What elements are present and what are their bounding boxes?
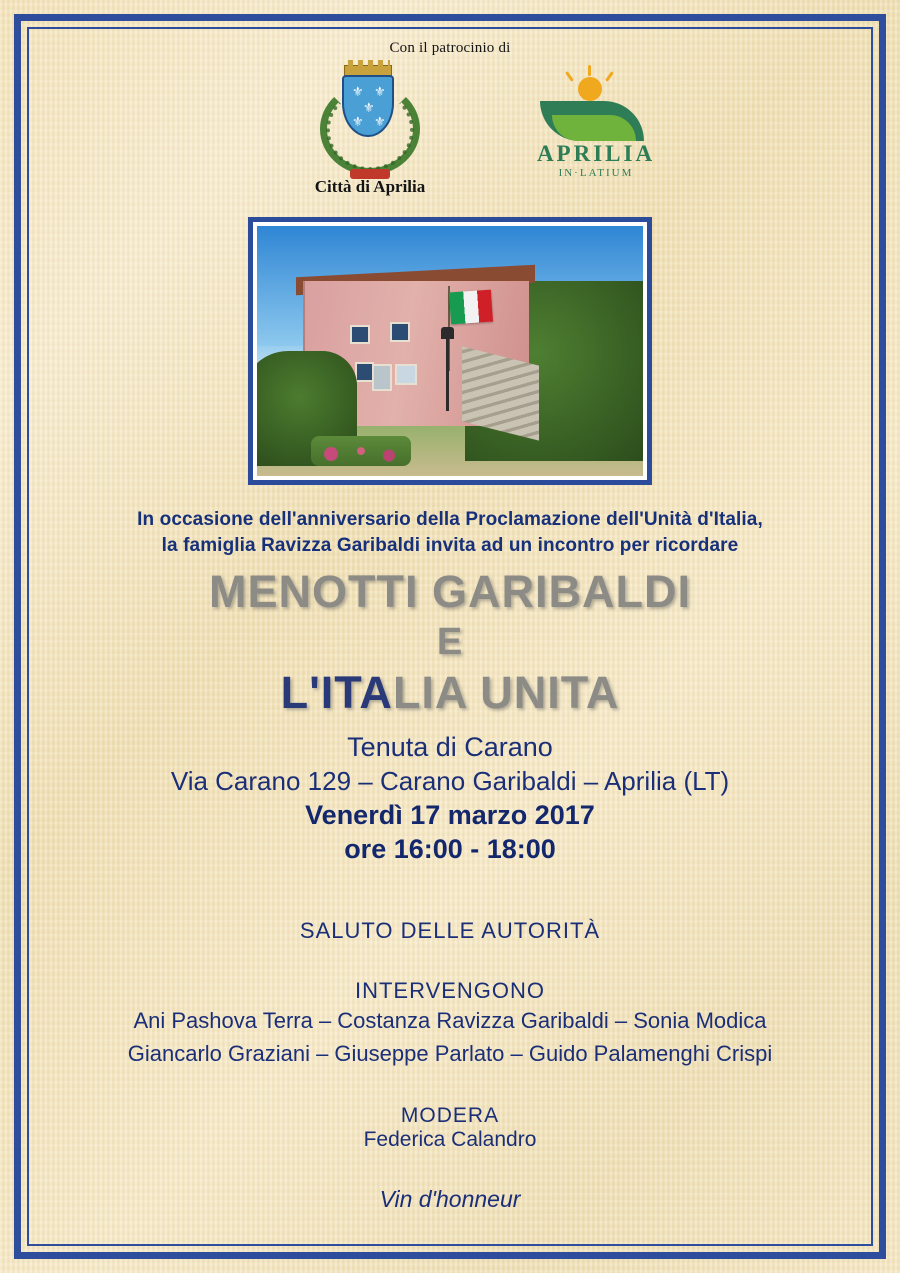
leaf-secondary-icon bbox=[552, 115, 636, 141]
sun-ray-icon bbox=[565, 71, 574, 82]
crest-shield-icon bbox=[342, 75, 394, 137]
logo-citta-di-aprilia bbox=[306, 65, 434, 195]
title-line-3-rest: LIA UNITA bbox=[392, 667, 620, 719]
title-line-1: MENOTTI GARIBALDI bbox=[209, 566, 691, 618]
moderator-name: Federica Calandro bbox=[363, 1127, 537, 1151]
photo-window bbox=[355, 362, 375, 382]
fleur-de-lis-icon: ⚜ bbox=[363, 100, 375, 115]
intro-line-1: In occasione dell'anniversario della Proclamazione dell'Unità d'Italia, bbox=[137, 509, 763, 530]
intro-line-2: la famiglia Ravizza Garibaldi invita ad un incontro per ricordare bbox=[161, 535, 739, 557]
photo-frame bbox=[248, 217, 652, 485]
speakers-heading: INTERVENGONO bbox=[354, 977, 546, 1003]
photo-door bbox=[372, 364, 392, 391]
speakers-list bbox=[38, 1004, 862, 1070]
logos-row bbox=[38, 61, 862, 213]
historic-house-photo bbox=[257, 226, 643, 476]
moderator-heading: MODERA bbox=[400, 1103, 500, 1127]
intro-text bbox=[38, 507, 862, 559]
venue-place: Tenuta di Carano bbox=[347, 732, 553, 763]
event-time: ore 16:00 - 18:00 bbox=[344, 833, 556, 864]
speakers-row-1: Ani Pashova Terra – Costanza Ravizza Garibaldi – Sonia Modica bbox=[133, 1007, 767, 1033]
sun-icon bbox=[578, 77, 602, 101]
sun-ray-icon bbox=[605, 71, 614, 82]
photo-window bbox=[350, 325, 370, 345]
photo-window bbox=[390, 322, 410, 342]
sun-ray-icon bbox=[588, 65, 591, 76]
title-line-3-highlight: L'ITA bbox=[280, 667, 393, 719]
city-crest-icon bbox=[336, 65, 400, 151]
event-date: Venerdì 17 marzo 2017 bbox=[305, 799, 595, 830]
event-title bbox=[38, 565, 862, 720]
closing-note: Vin d'honneur bbox=[379, 1185, 521, 1212]
logo-aprilia-in-latium bbox=[516, 75, 676, 193]
fleur-de-lis-icon: ⚜ bbox=[374, 84, 386, 99]
title-line-2: E bbox=[436, 620, 464, 663]
photo-window bbox=[395, 364, 417, 385]
venue-block bbox=[38, 730, 862, 866]
aprilia-logo-title: APRILIA bbox=[536, 141, 656, 166]
aprilia-logo-subtitle: IN·LATIUM bbox=[558, 167, 634, 179]
greetings-heading: SALUTO DELLE AUTORITÀ bbox=[299, 917, 601, 943]
poster-content bbox=[38, 34, 862, 1239]
fleur-de-lis-icon: ⚜ bbox=[352, 84, 364, 99]
patronage-label: Con il patrocinio di bbox=[389, 40, 511, 56]
italian-flag-icon bbox=[449, 290, 493, 325]
venue-address: Via Carano 129 – Carano Garibaldi – Aprilia (LT) bbox=[170, 765, 730, 796]
photo-flowerbed bbox=[311, 436, 411, 466]
comune-name-label: Città di Aprilia bbox=[314, 177, 426, 196]
photo-street-lamp bbox=[446, 336, 449, 411]
fleur-de-lis-icon: ⚜ bbox=[374, 114, 386, 129]
title-line-3 bbox=[38, 666, 862, 720]
speakers-row-2: Giancarlo Graziani – Giuseppe Parlato – Guido Palamenghi Crispi bbox=[127, 1040, 773, 1066]
fleur-de-lis-icon: ⚜ bbox=[352, 114, 364, 129]
